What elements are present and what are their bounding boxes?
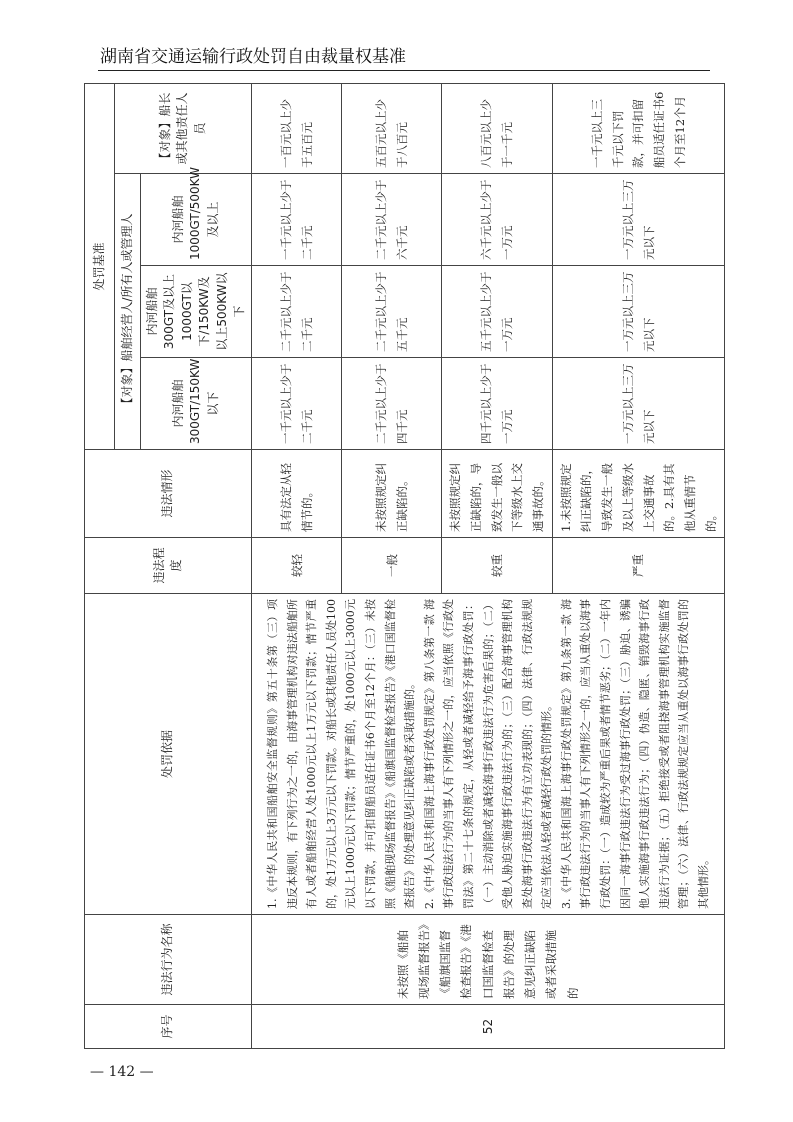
record-basis [252,594,725,915]
fine-mid-cell: 五千元以上少于一万元 [442,266,552,358]
header-col-large: 内河船舶1000GT/500KW及以上 [141,174,252,266]
header-target-operator: 【对象】船舶经营人/所有人或管理人 [115,174,141,450]
degree-cell: 较轻 [252,538,342,594]
degree-cell: 一般 [342,538,442,594]
header-basis: 处罚依据 [85,594,252,915]
fine-large-cell: 一千元以上少于二千元 [252,174,342,266]
page-number: — 142 — [90,1064,154,1080]
fine-small-cell: 一千元以上少于二千元 [252,358,342,450]
fine-large-cell: 六千元以上少于一万元 [442,174,552,266]
basis-item-1: 1.《中华人民共和国船舶安全监督规则》第五十条第（三）项 违反本规则，有下列行为之一的，由海事管理机构对违法船舶所有人或者船舶经营人处1000元以上1万元以下罚款；情节严重的，处1万元以上3万元以下罚款。对船长或其他责任人员处100元以上1000元以下罚款；情节严重的，处1000元以上3000元以下罚款，并可扣留船员适任证书6个月至12个月：（三）未按照《船舶现场监督报告》《船旗国监督检查报告》《港口国监督检查报告》的处理意见纠正缺陷或者采取措施的。 [266,599,417,909]
fine-small-cell: 一万元以上三万元以下 [552,358,725,450]
fine-large-cell: 一万元以上三万元以下 [552,174,725,266]
fine-captain-cell: 一千元以上三千元以下罚款，并可扣留船员适任证书6个月至12个月 [552,83,725,173]
fine-mid-cell: 二千元以上少于五千元 [342,266,442,358]
basis-item-3: 3.《中华人民共和国海上海事行政处罚规定》第九条第一款 海事行政违法行为的当事人有下列情形之一的，应当从重处以海事行政处罚：（一）造成较为严重后果或者情节恶劣；（二）一年内因同一海事行政违法行为受过海事行政处罚；（三）胁迫、诱骗他人实施海事行政违法行为；（四）伪造、隐匿、销毁海事行政违法行为证据；（五）拒绝接受或者阻挠海事管理机构实施监督管理；（六）法律、行政法规规定应当从重处以海事行政处罚的其他情形。 [559,599,710,909]
header-divider [98,70,710,71]
fine-captain-cell: 一百元以上少于五百元 [252,83,342,173]
fine-small-cell: 二千元以上少于四千元 [342,358,442,450]
header-penalty-standard: 处罚基准 [85,83,115,449]
rotated-table-frame [84,84,718,1049]
fine-small-cell: 四千元以上少于一万元 [442,358,552,450]
record-serial: 52 [252,1005,725,1049]
circumstance-cell: 1.未按照规定纠正缺陷的，导致发生一般及以上等级水上交通事故的。2.具有其他从重情节的。 [552,450,725,538]
header-serial: 序号 [85,1005,252,1049]
fine-mid-cell: 一万元以上三万元以下 [552,266,725,358]
circumstance-cell: 具有法定从轻情节的。 [252,450,342,538]
header-violation-name: 违法行为名称 [85,915,252,1005]
header-col-small: 内河船舶300GT/150KW以下 [141,358,252,450]
fine-captain-cell: 五百元以上少于八百元 [342,83,442,173]
header-col-mid: 内河船舶300GT及以上1000GT以下/150KW及以上500KW以下 [141,266,252,358]
header-degree: 违法程度 [85,538,252,594]
record-violation-name: 未按照《船舶现场监督报告》《船旗国监督检查报告》《港口国监督检查报告》的处理意见纠正缺陷或者采取措施的 [252,915,725,1005]
degree-cell: 严重 [552,538,725,594]
circumstance-cell: 未按照规定纠正缺陷的。 [342,450,442,538]
header-circumstance: 违法情形 [85,450,252,538]
degree-cell: 较重 [442,538,552,594]
basis-item-2: 2.《中华人民共和国海上海事行政处罚规定》第八条第一款 海事行政违法行为的当事人有下列情形之一的，应当依照《行政处罚法》第二十七条的规定，从轻或者减轻给予海事行政处罚：（一）主动消除或者减轻海事行政违法行为危害后果的；（二）受他人胁迫实施海事行政违法行为的；（三）配合海事管理机构查处海事行政违法行为有立功表现的；（四）法律、行政法规规定应当依法从轻或者减轻行政处罚的情形。 [422,599,554,909]
fine-large-cell: 二千元以上少于六千元 [342,174,442,266]
fine-mid-cell: 二千元以上少于二千元 [252,266,342,358]
fine-captain-cell: 八百元以上少于一千元 [442,83,552,173]
penalty-table-rotator [84,84,718,1049]
circumstance-cell: 未按照规定纠正缺陷的，导致发生一般以下等级水上交通事故的。 [442,450,552,538]
header-target-captain: 【对象】船长或其他责任人员 [115,83,252,173]
page-header-title: 湖南省交通运输行政处罚自由裁量权基准 [100,47,406,67]
penalty-standard-table [84,83,725,1049]
